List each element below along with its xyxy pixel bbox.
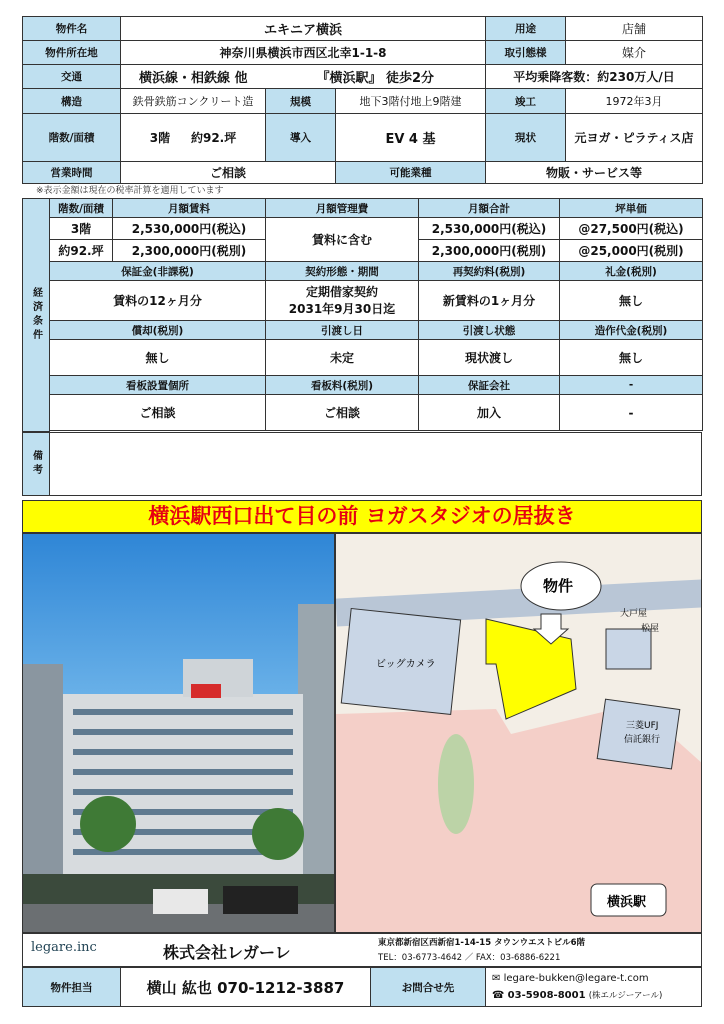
rent-excl: 2,300,000円(税別) xyxy=(113,240,266,262)
floor-area-label: 階数/面積 xyxy=(23,114,121,162)
business-value: 物販・サービス等 xyxy=(486,162,703,184)
remarks-label: 備考 xyxy=(23,432,50,495)
transport-line: 横浜線・相鉄線 他 xyxy=(121,65,266,89)
contract-header: 契約形態・期間 xyxy=(266,262,419,281)
structure-label: 構造 xyxy=(23,89,121,114)
sign-fee-header: 看板料(税別) xyxy=(266,376,419,395)
agent-label: 物件担当 xyxy=(23,968,121,1007)
remarks-value xyxy=(50,432,702,495)
map-illustration xyxy=(336,534,702,933)
dash-value: - xyxy=(560,395,703,431)
hours-label: 営業時間 xyxy=(23,162,121,184)
contact-phone-note: (株エルジーアール) xyxy=(588,990,663,1001)
guarantor-header: 保証会社 xyxy=(419,376,560,395)
building-photo xyxy=(22,533,335,933)
renewal-value: 新賃料の1ヶ月分 xyxy=(419,281,560,321)
conditions-side-label: 経済条件 xyxy=(23,199,50,432)
contact-table xyxy=(22,967,702,1007)
business-label: 可能業種 xyxy=(336,162,486,184)
contract-value xyxy=(266,281,419,321)
contact-value xyxy=(486,968,702,1007)
deposit-value: 賃料の12ヶ月分 xyxy=(50,281,266,321)
matsuya-label: 松屋 xyxy=(641,624,660,634)
agent-value: 横山 紘也 070-1212-3887 xyxy=(121,968,371,1007)
construction-value: 無し xyxy=(560,340,703,376)
bic-camera-label: ビッグカメラ xyxy=(376,659,436,670)
contact-phone[interactable]: 03-5908-8001 xyxy=(507,989,586,1001)
area-map xyxy=(335,533,702,933)
tsubo-excl: @25,000円(税別) xyxy=(560,240,703,262)
status-value: 元ヨガ・ピラティス店 xyxy=(566,114,703,162)
company-name: 株式会社レガーレ xyxy=(163,943,291,962)
name-label: 物件名 xyxy=(23,17,121,41)
building-illustration xyxy=(23,534,335,933)
scale-value: 地下3階付地上9階建 xyxy=(336,89,486,114)
construction-header: 造作代金(税別) xyxy=(560,321,703,340)
contract-type: 定期借家契約 xyxy=(305,284,378,299)
mgmt-header: 月額管理費 xyxy=(266,199,419,218)
floor-value: 3階 xyxy=(149,131,171,145)
intro-label: 導入 xyxy=(266,114,336,162)
contact-email[interactable]: legare-bukken@legare-t.com xyxy=(503,972,649,984)
transport-label: 交通 xyxy=(23,65,121,89)
structure-value: 鉄骨鉄筋コンクリート造 xyxy=(121,89,266,114)
mufg-label-2: 信託銀行 xyxy=(624,735,661,745)
tsubo-incl: @27,500円(税込) xyxy=(560,218,703,240)
delivery-state-header: 引渡し状態 xyxy=(419,321,560,340)
ootoya-label: 大戸屋 xyxy=(620,609,648,619)
hours-value: ご相談 xyxy=(121,162,336,184)
delivery-state-value: 現状渡し xyxy=(419,340,560,376)
remarks-table xyxy=(22,432,702,496)
use-value: 店舗 xyxy=(566,17,703,41)
amort-value: 無し xyxy=(50,340,266,376)
passengers: 平均乗降客数：約230万人/日 xyxy=(486,65,703,89)
total-incl: 2,530,000円(税込) xyxy=(419,218,560,240)
company-tel-fax: TEL：03-6773-4642 ／ FAX：03-6886-6221 xyxy=(378,953,561,963)
deposit-header: 保証金(非課税) xyxy=(50,262,266,281)
company-logo: legare.inc xyxy=(31,940,97,955)
headline-banner: 横浜駅西口出て目の前 ヨガスタジオの居抜き xyxy=(22,500,702,533)
delivery-header: 引渡し日 xyxy=(266,321,419,340)
property-name: エキニア横浜 xyxy=(121,17,486,41)
rent-incl: 2,530,000円(税込) xyxy=(113,218,266,240)
amort-header: 償却(税別) xyxy=(50,321,266,340)
contact-label: お問合せ先 xyxy=(371,968,486,1007)
phone-icon: ☎ xyxy=(492,989,505,1001)
cond-area: 約92.坪 xyxy=(50,240,113,262)
guarantor-value: 加入 xyxy=(419,395,560,431)
sign-fee-value: ご相談 xyxy=(266,395,419,431)
total-excl: 2,300,000円(税別) xyxy=(419,240,560,262)
address-label: 物件所在地 xyxy=(23,41,121,65)
mgmt-value: 賃料に含む xyxy=(266,218,419,262)
conditions-table xyxy=(22,198,703,432)
sign-header: 看板設置個所 xyxy=(50,376,266,395)
property-callout: 物件 xyxy=(543,577,574,595)
status-label: 現状 xyxy=(486,114,566,162)
cond-floor: 3階 xyxy=(50,218,113,240)
cond-floor-header: 階数/面積 xyxy=(50,199,113,218)
tax-note: ※表示金額は現在の税率計算を適用しています xyxy=(36,186,224,196)
tsubo-header: 坪単価 xyxy=(560,199,703,218)
contract-until: 2031年9月30日迄 xyxy=(288,301,396,316)
station-label: 横浜駅 xyxy=(607,895,647,910)
property-info-table xyxy=(22,16,703,184)
transport-station: 『横浜駅』 徒歩2分 xyxy=(266,65,486,89)
property-sheet xyxy=(22,16,702,496)
sign-value: ご相談 xyxy=(50,395,266,431)
address-value: 神奈川県横浜市西区北幸1-1-8 xyxy=(121,41,486,65)
mail-icon: ✉ xyxy=(492,972,501,984)
deal-label: 取引態様 xyxy=(486,41,566,65)
renewal-header: 再契約料(税別) xyxy=(419,262,560,281)
rent-header: 月額賃料 xyxy=(113,199,266,218)
area-value: 約92.坪 xyxy=(190,131,237,145)
dash-header: - xyxy=(560,376,703,395)
mufg-label-1: 三菱UFJ xyxy=(626,721,659,731)
delivery-value: 未定 xyxy=(266,340,419,376)
floor-area-value xyxy=(121,114,266,162)
key-money-value: 無し xyxy=(560,281,703,321)
elevator-value: EV 4 基 xyxy=(336,114,486,162)
deal-value: 媒介 xyxy=(566,41,703,65)
use-label: 用途 xyxy=(486,17,566,41)
total-header: 月額合計 xyxy=(419,199,560,218)
company-address: 東京都新宿区西新宿1-14-15 タウンウエストビル6階 xyxy=(378,938,586,948)
completed-label: 竣工 xyxy=(486,89,566,114)
scale-label: 規模 xyxy=(266,89,336,114)
key-money-header: 礼金(税別) xyxy=(560,262,703,281)
company-header xyxy=(22,933,702,967)
completed-value: 1972年3月 xyxy=(566,89,703,114)
